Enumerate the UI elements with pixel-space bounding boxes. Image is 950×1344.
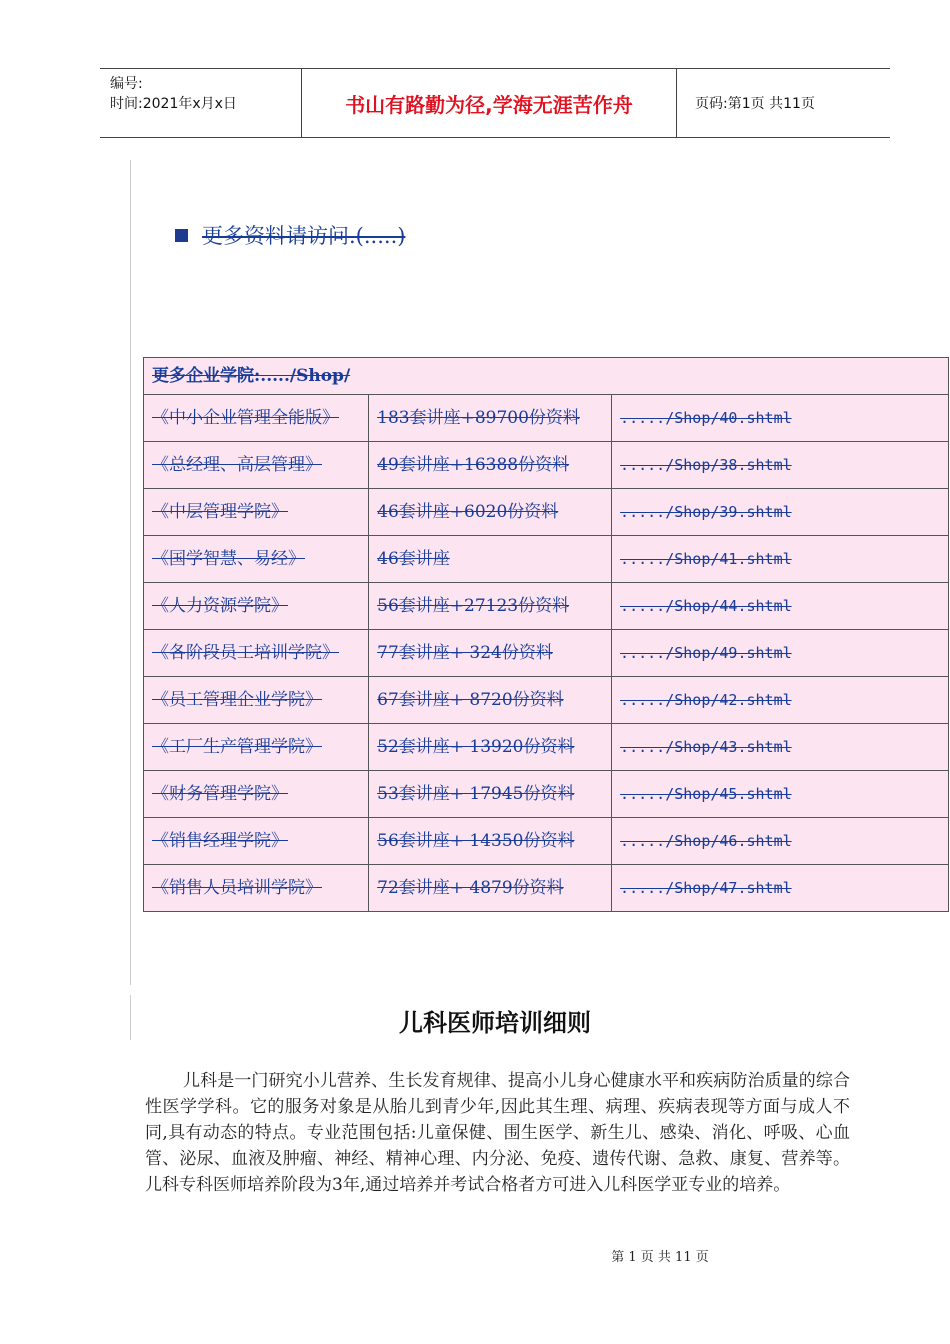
academy-name-link[interactable]: 《总经理、高层管理》 — [144, 442, 369, 489]
academy-url-link[interactable]: ...../Shop/45.shtml — [612, 771, 949, 818]
academy-count-link[interactable]: 49套讲座+16388份资料 — [369, 442, 612, 489]
academy-name-link[interactable]: 《国学智慧、易经》 — [144, 536, 369, 583]
academy-name-link[interactable]: 《中层管理学院》 — [144, 489, 369, 536]
table-row — [144, 865, 949, 912]
academy-count-link[interactable]: 56套讲座+27123份资料 — [369, 583, 612, 630]
table-row — [144, 583, 949, 630]
bullet-square-icon — [175, 229, 188, 242]
document-title: 儿科医师培训细则 — [399, 1009, 591, 1037]
academy-name-link[interactable]: 《销售经理学院》 — [144, 818, 369, 865]
academy-url-link[interactable]: ...../Shop/38.shtml — [612, 442, 949, 489]
academy-name-link[interactable]: 《工厂生产管理学院》 — [144, 724, 369, 771]
table-row — [144, 677, 949, 724]
academy-url-link[interactable]: ...../Shop/39.shtml — [612, 489, 949, 536]
header-motto: 书山有路勤为径,学海无涯苦作舟 — [301, 69, 677, 137]
academy-name-link[interactable]: 《人力资源学院》 — [144, 583, 369, 630]
number-label: 编号: — [110, 76, 143, 92]
academy-url-link[interactable]: ...../Shop/41.shtml — [612, 536, 949, 583]
table-header-row — [144, 358, 949, 395]
academy-url-link[interactable]: ...../Shop/43.shtml — [612, 724, 949, 771]
header-meta — [100, 69, 300, 137]
margin-line — [130, 160, 131, 985]
academy-count-link[interactable]: 67套讲座+ 8720份资料 — [369, 677, 612, 724]
table-row — [144, 489, 949, 536]
table-row — [144, 630, 949, 677]
academy-url-link[interactable]: ...../Shop/49.shtml — [612, 630, 949, 677]
table-row — [144, 395, 949, 442]
academy-url-link[interactable]: ...../Shop/46.shtml — [612, 818, 949, 865]
page-header — [100, 68, 890, 138]
table-row — [144, 442, 949, 489]
academy-header-link[interactable]: 更多企业学院:...../Shop/ — [144, 358, 949, 395]
academy-count-link[interactable]: 52套讲座+ 13920份资料 — [369, 724, 612, 771]
table-row — [144, 724, 949, 771]
header-page-info — [685, 69, 890, 137]
academy-url-link[interactable]: ...../Shop/40.shtml — [612, 395, 949, 442]
academy-count-link[interactable]: 77套讲座+ 324份资料 — [369, 630, 612, 677]
academy-count-link[interactable]: 183套讲座+89700份资料 — [369, 395, 612, 442]
time-label: 时间:2021年x月x日 — [110, 96, 237, 112]
academy-name-link[interactable]: 《中小企业管理全能版》 — [144, 395, 369, 442]
academy-url-link[interactable]: ...../Shop/42.shtml — [612, 677, 949, 724]
table-row — [144, 536, 949, 583]
academy-name-link[interactable]: 《各阶段员工培训学院》 — [144, 630, 369, 677]
intro-paragraph: 儿科是一门研究小儿营养、生长发育规律、提高小儿身心健康水平和疾病防治质量的综合性医学学科。它的服务对象是从胎儿到青少年,因此其生理、病理、疾病表现等方面与成人不同,具有动态的特点。专业范围包括:儿童保健、围生医学、新生儿、感染、消化、呼吸、心血管、泌尿、血液及肿瘤、神经、精神心理、内分泌、免疫、遗传代谢、急救、康复、营养等。儿科专科医师培养阶段为3年,通过培养并考试合格者方可进入儿科医学亚专业的培养。 — [145, 1071, 850, 1195]
academy-count-link[interactable]: 46套讲座+6020份资料 — [369, 489, 612, 536]
academy-count-link[interactable]: 72套讲座+ 4879份资料 — [369, 865, 612, 912]
academy-name-link[interactable]: 《财务管理学院》 — [144, 771, 369, 818]
academy-count-link[interactable]: 46套讲座 — [369, 536, 612, 583]
table-row — [144, 771, 949, 818]
academy-table — [143, 357, 949, 912]
academy-count-link[interactable]: 56套讲座+ 14350份资料 — [369, 818, 612, 865]
academy-url-link[interactable]: ...../Shop/44.shtml — [612, 583, 949, 630]
page-info-text: 页码:第1页 共11页 — [695, 96, 815, 112]
table-row — [144, 818, 949, 865]
academy-count-link[interactable]: 53套讲座+ 17945份资料 — [369, 771, 612, 818]
academy-url-link[interactable]: ...../Shop/47.shtml — [612, 865, 949, 912]
academy-name-link[interactable]: 《员工管理企业学院》 — [144, 677, 369, 724]
more-resources-text[interactable]: 更多资料请访问.(.....) — [202, 224, 406, 248]
more-resources-link[interactable] — [175, 220, 405, 250]
academy-name-link[interactable]: 《销售人员培训学院》 — [144, 865, 369, 912]
page-footer: 第 1 页 共 11 页 — [611, 1250, 709, 1265]
